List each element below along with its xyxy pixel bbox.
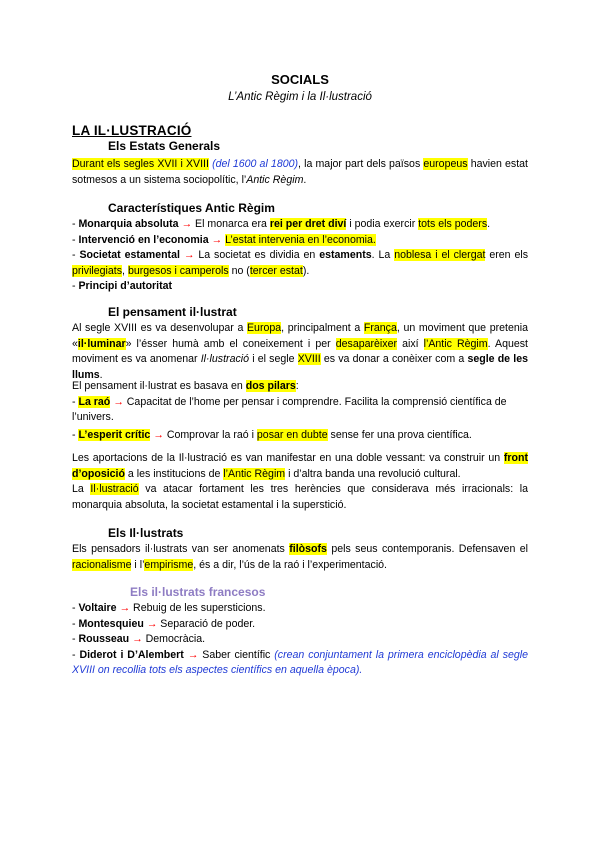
text: El pensament il·lustrat es basava en bbox=[72, 380, 246, 392]
text: , és a dir, l’ús de la raó i l’experimentació. bbox=[193, 558, 388, 571]
highlight: l’Antic Règim bbox=[423, 337, 488, 350]
text: així bbox=[397, 337, 424, 350]
highlight: XVIII bbox=[297, 353, 321, 366]
item-label: Monarquia absoluta bbox=[78, 218, 179, 230]
highlight: noblesa i el clergat bbox=[394, 249, 486, 262]
text: Els pensadors il·lustrats van ser anomenats bbox=[72, 543, 290, 555]
highlight: desaparèixer bbox=[335, 337, 397, 350]
highlight: europeus bbox=[423, 158, 468, 170]
highlight: posar en dubte bbox=[256, 428, 328, 441]
highlight: tercer estat bbox=[249, 264, 303, 277]
caracteristiques-heading: Característiques Antic Règim bbox=[108, 201, 275, 215]
text: i podia exercir bbox=[346, 218, 419, 230]
illustrats-heading: Els Il·lustrats bbox=[108, 526, 184, 540]
estats-paragraph bbox=[72, 157, 528, 188]
dash: - bbox=[72, 280, 79, 293]
text: pels seus contemporanis. Defensaven el bbox=[326, 543, 528, 555]
highlight: França bbox=[363, 322, 397, 334]
philosopher-name: Montesquieu bbox=[78, 617, 144, 630]
list-item bbox=[72, 428, 528, 444]
text: . La bbox=[371, 249, 395, 262]
list-item bbox=[72, 248, 528, 279]
dash: - bbox=[72, 648, 80, 661]
text: . bbox=[487, 218, 491, 230]
highlight: Il·lustració bbox=[90, 483, 139, 495]
dash: - bbox=[72, 428, 79, 441]
highlight: filòsofs bbox=[289, 543, 327, 555]
text: va atacar fortament les tres herències que considerava més irracionals: la monarquia absoluta, la societat estamental i la superstició. bbox=[72, 483, 529, 511]
text: , un moviment que pretenia « bbox=[72, 322, 528, 350]
text: ). bbox=[302, 264, 310, 277]
page-subtitle: L’Antic Règim i la Il·lustració bbox=[228, 91, 372, 103]
text: i d’altra banda una revolució cultural. bbox=[285, 467, 461, 480]
aportacions-paragraph bbox=[72, 451, 528, 482]
caracteristiques-list bbox=[72, 217, 528, 295]
text: Les aportacions de la Il·lustració es van manifestar en una doble vessant: va construir un bbox=[72, 452, 504, 464]
arrow-icon: → bbox=[153, 428, 164, 441]
text: , bbox=[122, 264, 128, 277]
highlight: burgesos i camperols bbox=[127, 264, 229, 277]
highlight: L’estat intervenia en l’economia. bbox=[225, 233, 376, 246]
text: i l’ bbox=[131, 558, 145, 571]
bold-term: estaments bbox=[319, 249, 372, 262]
dash: - bbox=[72, 602, 79, 614]
text: . bbox=[99, 368, 103, 381]
highlight: L’esperit crític bbox=[78, 428, 151, 441]
list-item bbox=[72, 617, 528, 633]
list-item bbox=[72, 217, 528, 233]
text: Democràcia. bbox=[142, 633, 206, 646]
highlight: racionalisme bbox=[72, 558, 132, 571]
arrow-icon: → bbox=[183, 249, 195, 262]
text: Al segle XVIII es va desenvolupar a bbox=[72, 322, 247, 334]
highlight: il·luminar bbox=[77, 337, 126, 350]
highlight: privilegiats bbox=[72, 264, 123, 277]
text: La bbox=[72, 483, 91, 495]
list-item bbox=[72, 395, 528, 426]
pilars-intro bbox=[72, 379, 528, 395]
page-title: SOCIALS bbox=[271, 72, 329, 87]
text: Separació de poder. bbox=[157, 617, 256, 630]
text: havien estat sotmesos a un sistema sociopolític, l’ bbox=[72, 158, 528, 186]
text: i el segle bbox=[249, 353, 298, 366]
item-label: Societat estamental bbox=[79, 249, 180, 262]
text: no ( bbox=[228, 264, 250, 277]
item-label: Principi d’autoritat bbox=[78, 280, 173, 293]
list-item bbox=[72, 632, 528, 648]
highlight: tots els poders bbox=[418, 218, 488, 230]
dash: - bbox=[72, 617, 79, 630]
philosopher-name: Diderot i D’Alembert bbox=[79, 648, 184, 661]
text: es va donar a conèixer com a bbox=[320, 353, 468, 366]
arrow-icon: → bbox=[187, 648, 199, 661]
dash: - bbox=[72, 395, 79, 408]
arrow-icon: → bbox=[211, 233, 223, 246]
dash: - bbox=[72, 218, 79, 230]
dash: - bbox=[72, 633, 79, 646]
estats-heading: Els Estats Generals bbox=[108, 139, 221, 153]
pensament-paragraph bbox=[72, 321, 528, 383]
highlight: front d’oposició bbox=[72, 452, 528, 480]
italic-term: Il·lustració bbox=[200, 353, 250, 366]
highlight: l’Antic Règim bbox=[223, 467, 286, 480]
highlight: empirisme bbox=[144, 558, 194, 571]
encyclopedia-note: (crean conjuntament la primera enciclopèdia al segle XVIII on recollia tots els aspectes científics en aquella època). bbox=[72, 648, 529, 677]
highlight: La raó bbox=[78, 395, 111, 408]
section-title: LA IL·LUSTRACIÓ bbox=[72, 123, 192, 138]
highlight: Europa bbox=[246, 322, 282, 334]
dates-note: (del 1600 al 1800) bbox=[212, 158, 299, 170]
item-label: Intervenció en l’economia bbox=[78, 233, 209, 246]
arrow-icon: → bbox=[181, 218, 193, 230]
highlight: rei per dret diví bbox=[269, 218, 347, 230]
text: eren els bbox=[485, 249, 529, 262]
text: Saber científic bbox=[198, 648, 275, 661]
list-item bbox=[72, 601, 528, 617]
text: , principalment a bbox=[281, 322, 364, 334]
arrow-icon: → bbox=[119, 602, 131, 614]
pilars-block bbox=[72, 379, 528, 443]
text: La societat es dividia en bbox=[194, 249, 320, 262]
text: , la major part dels països bbox=[298, 158, 424, 170]
text: Comprovar la raó i bbox=[163, 428, 257, 441]
bold-term: segle de les llums bbox=[72, 353, 528, 381]
text: . Aquest moviment es va anomenar bbox=[72, 337, 528, 366]
dash: - bbox=[72, 249, 80, 262]
highlight: dos pilars bbox=[245, 380, 296, 392]
list-item bbox=[72, 233, 528, 249]
text: » l’ésser humà amb el coneixement i per bbox=[125, 337, 336, 350]
philosopher-name: Voltaire bbox=[78, 602, 117, 614]
francesos-heading: Els il·lustrats francesos bbox=[130, 585, 266, 599]
list-item bbox=[72, 648, 528, 679]
arrow-icon: → bbox=[146, 617, 158, 630]
arrow-icon: → bbox=[113, 395, 124, 408]
dash: - bbox=[72, 233, 79, 246]
italic-term: Antic Règim bbox=[246, 173, 304, 186]
arrow-icon: → bbox=[132, 633, 143, 646]
francesos-list bbox=[72, 601, 528, 679]
list-item bbox=[72, 279, 528, 295]
text: : bbox=[295, 380, 299, 392]
illustrats-paragraph bbox=[72, 542, 528, 573]
text: a les institucions de bbox=[124, 467, 224, 480]
pensament-heading: El pensament il·lustrat bbox=[108, 305, 237, 319]
text: sense fer una prova científica. bbox=[327, 428, 472, 441]
text: Rebuig de les supersticions. bbox=[130, 602, 266, 614]
text: El monarca era bbox=[192, 218, 270, 230]
highlight: Durant els segles XVII i XVIII bbox=[72, 158, 209, 170]
text: . bbox=[303, 173, 307, 186]
philosopher-name: Rousseau bbox=[78, 633, 130, 646]
text: Capacitat de l’home per pensar i comprendre. Facilita la comprensió científica de l’univers. bbox=[72, 395, 507, 424]
atac-paragraph bbox=[72, 482, 528, 513]
